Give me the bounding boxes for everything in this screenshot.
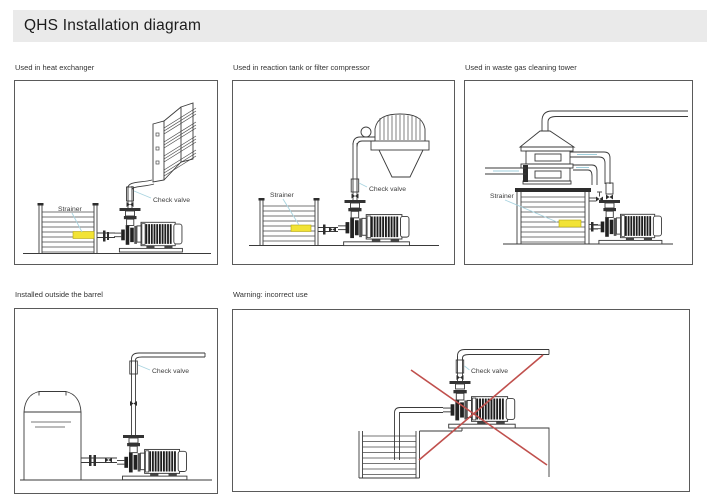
inlet-pipe <box>485 168 526 174</box>
suction-pipe <box>97 231 115 242</box>
discharge-pipe <box>458 350 550 382</box>
strainer-leader <box>505 200 557 222</box>
strainer-highlight <box>291 225 311 232</box>
chimney-pipe <box>542 111 688 131</box>
caption-warning: Warning: incorrect use <box>233 290 308 299</box>
heat-exchanger <box>153 103 196 182</box>
suction-pipe <box>589 222 598 232</box>
panel-heat-exchanger <box>14 80 218 265</box>
check-valve-leader <box>465 366 470 370</box>
page-header <box>13 10 707 42</box>
panel-waste-gas-tower <box>464 80 693 265</box>
cleaning-tower <box>520 131 574 184</box>
panel-reaction-tank <box>232 80 455 265</box>
strainer-leader <box>72 213 82 232</box>
panel-outside-barrel <box>14 308 218 494</box>
heat-exchanger-diagram <box>15 81 217 264</box>
check-valve <box>123 361 144 443</box>
suction-pipe <box>318 225 338 235</box>
caption-heat-exchanger: Used in heat exchanger <box>15 63 95 72</box>
warning-diagram <box>233 310 689 491</box>
check-valve-leader <box>138 365 150 370</box>
check-valve-leader <box>359 183 367 187</box>
check-valve-label: Check valve <box>152 368 190 375</box>
filter-compressor-vessel <box>361 114 429 177</box>
strainer-label: Strainer <box>58 206 82 213</box>
caption-reaction-tank: Used in reaction tank or filter compressor <box>233 63 370 72</box>
suction-tank <box>359 431 420 478</box>
pump <box>114 216 182 252</box>
strainer-label: Strainer <box>490 193 514 200</box>
reaction-tank-diagram <box>233 81 454 264</box>
page-title: QHS Installation diagram <box>24 17 202 34</box>
pump <box>594 208 662 244</box>
suction-tank <box>515 188 603 244</box>
suction-tank <box>259 198 320 246</box>
check-valve-label: Check valve <box>369 186 407 193</box>
pump <box>338 208 409 246</box>
check-valve-label: Check valve <box>153 197 191 204</box>
waste-gas-tower-diagram <box>465 81 692 264</box>
suction-pipe <box>395 408 444 461</box>
check-valve <box>450 360 471 389</box>
check-valve <box>599 183 620 208</box>
barrel <box>24 392 81 481</box>
discharge-pipe <box>132 353 206 435</box>
check-valve-leader <box>134 191 151 198</box>
caption-outside-barrel: Installed outside the barrel <box>15 290 103 299</box>
suction-pipe <box>81 455 117 466</box>
recirculation-pipes <box>570 152 610 185</box>
caption-waste-gas: Used in waste gas cleaning tower <box>465 63 577 72</box>
strainer-highlight <box>559 220 581 227</box>
panel-warning <box>232 309 690 492</box>
check-valve-label: Check valve <box>471 368 509 375</box>
strainer-highlight <box>73 232 94 239</box>
outside-barrel-diagram <box>15 309 217 493</box>
check-valve <box>345 179 366 208</box>
check-valve <box>120 187 141 216</box>
pump <box>117 443 187 480</box>
strainer-label: Strainer <box>270 192 294 199</box>
